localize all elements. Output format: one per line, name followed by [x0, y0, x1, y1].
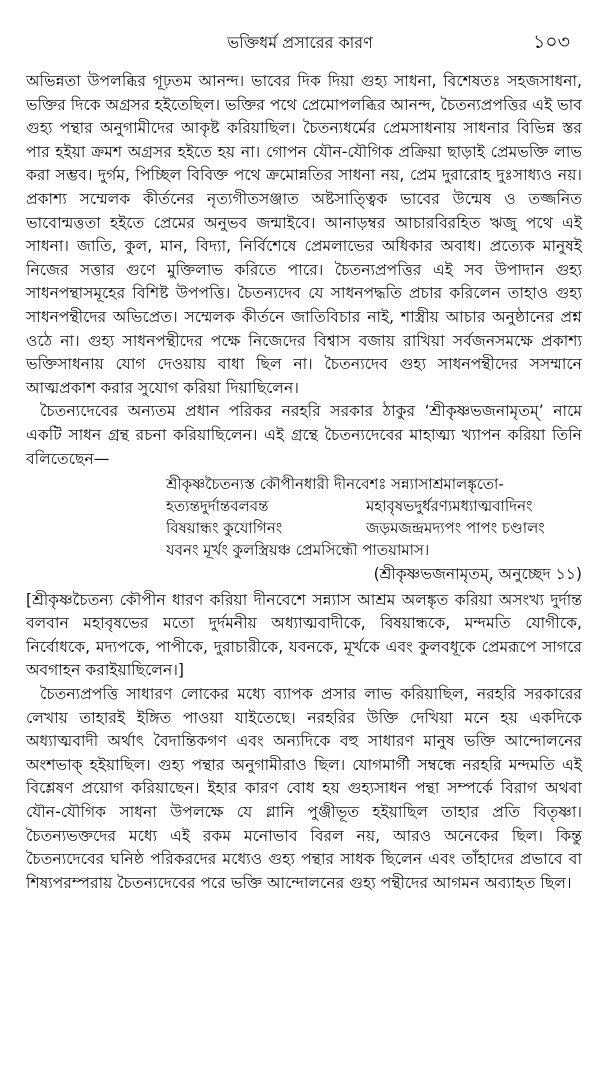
verse-segment: হত্যন্তদুর্দান্তবলবন্ত [166, 497, 269, 516]
page-number: ১০৩ [532, 31, 570, 53]
running-title: ভক্তিধর্ম প্রসারের কারণ [227, 33, 373, 52]
verse-line [166, 495, 582, 517]
verse-citation: (শ্রীকৃষ্ণভজনামৃতম্, অনুচ্ছেদ ১১) [373, 565, 582, 584]
sanskrit-verse [166, 473, 582, 561]
verse-line: যবনং মূর্খং কুলস্ত্রিয়ঞ্চ প্রেমসিন্ধৌ পাতয়ামাস। [166, 541, 430, 560]
translation-paragraph: [শ্রীকৃষ্ণচৈতন্য কৌপীন ধারণ করিয়া দীনবেশে সন্ন্যাস আশ্রম অলঙ্কৃত করিয়া অসংখ্য দুর্দান্ত বলবান মহাবৃষভের মতো দুর্দমনীয় অধ্যাত্মবাদীকে, বিষয়ান্ধকে, মন্দমতি যোগীকে, নির্বোধকে, মদ্যপকে, পাপীকে, দুরাচারীকে, যবনকে, মূর্খকে এবং কুলবধূকে প্রেমরূপে সাগরে অবগাহন করাইয়াছিলেন।] [26, 590, 582, 680]
paragraph: চৈতন্যদেবের অন্যতম প্রধান পরিকর নরহরি সরকার ঠাকুর ‘শ্রীকৃষ্ণভজনামৃতম্’ নামে একটি সাধন গ্রন্থ রচনা করিয়াছিলেন। এই গ্রন্থে চৈতন্যদেবের মাহাত্ম্য খ্যাপন করিয়া তিনি বলিতেছেন— [26, 402, 582, 468]
verse-segment: বিষয়ান্ধং কুযোগিনং [166, 519, 283, 538]
body-text [26, 70, 582, 895]
page-header [0, 26, 600, 56]
paragraph: চৈতন্যপ্রপত্তি সাধারণ লোকের মধ্যে ব্যাপক প্রসার লাভ করিয়াছিল, নরহরি সরকারের লেখায় তাহারই ইঙ্গিত পাওয়া যাইতেছে। নরহরির উক্তি দেখিয়া মনে হয় একদিকে অধ্যাত্মবাদী অর্থাৎ বৈদান্তিকগণ এবং অন্যদিকে বহু সাধারণ মানুষ ভক্তি আন্দোলনের অংশভাক্ হইয়াছিল। গুহ্য পন্থার অনুগামীরাও ছিল। যোগমার্গী সম্বন্ধে নরহরি মন্দমতি এই বিশ্লেষণ প্রয়োগ করিয়াছেন। ইহার কারণ বোধ হয় গুহ্যসাধন পন্থা সম্পর্কে বিরাগ অথবা যৌন-যৌগিক সাধনা উপলক্ষে যে গ্লানি পুঞ্জীভূত হইয়াছিল তাহার প্রতি বিতৃষ্ণা। চৈতন্যভক্তদের মধ্যে এই রকম মনোভাব বিরল নয়, আরও অনেকের ছিল। কিন্তু চৈতন্যদেবের ঘনিষ্ঠ পরিকরদের মধ্যেও গুহ্য পন্থার সাধক ছিলেন এবং তাঁহাদের প্রভাবে বা শিষ্যপরম্পরায় চৈতন্যদেবের পরে ভক্তি আন্দোলনের গুহ্য পন্থীদের আগমন অব্যাহত ছিল। [26, 685, 582, 892]
verse-segment: জড়মজন্দ্রমদ্যপং পাপং চণ্ডালং [366, 519, 545, 538]
verse-segment: মহাবৃষভদুর্ধরণ্যমধ্যাত্মবাদিনং [366, 497, 533, 516]
paragraph: অভিন্নতা উপলব্ধির গূঢ়তম আনন্দ। ভাবের দিক দিয়া গুহ্য সাধনা, বিশেষতঃ সহজসাধনা, ভক্তির দিকে অগ্রসর হইতেছিল। ভক্তির পথে প্রেমোপলব্ধির আনন্দ, চৈতন্যপ্রপত্তির এই ভাব গুহ্য পন্থার অনুগামীদের আকৃষ্ট করিয়াছিল। চৈতন্যধর্মের প্রেমসাধনায় সাধনার বিভিন্ন স্তর পার হইয়া ক্রমশ অগ্রসর হইতে হয় না। গোপন যৌন-যৌগিক প্রক্রিয়া ছাড়াই প্রেমভক্তি লাভ করা সম্ভব। দুর্গম, পিচ্ছিল বিবিক্ত পথে ক্রমোন্নতির সাধনা নয়, প্রেম দুরারোহ দুঃসাধ্যও নয়। প্রকাশ্য সম্মেলক কীর্তনের নৃত্যগীতসঞ্জাত অষ্টসাত্ত্বিক ভাবের উন্মেষ ও তজ্জনিত ভাবোন্মত্ততা হইতে প্রেমের অনুভব জন্মাইবে। আনাড়ম্বর আচারবিরহিত ঋজু পথে এই সাধনা। জাতি, কুল, মান, বিদ্যা, নির্বিশেষে প্রেমলাভের অধিকার অবাধ। প্রত্যেক মানুষই নিজের সত্তার গুণে মুক্তিলাভ করিতে পারে। চৈতন্যপ্রপত্তির এই সব উপাদান গুহ্য সাধনপন্থাসমূহের বিশিষ্ট উপপত্তি। চৈতন্যদেব যে সাধনপদ্ধতি প্রচার করিলেন তাহাও গুহ্য সাধনপন্থীদের অভিপ্রেত। সম্মেলক কীর্তনে জাতিবিচার নাই, শাস্ত্রীয় আচার অনুষ্ঠানের প্রশ্ন ওঠে না। গুহ্য সাধনপন্থীদের পক্ষে নিজেদের বিশ্বাস বজায় রাখিয়া সর্বজনসমক্ষে প্রকাশ্য ভক্তিসাধনায় যোগ দেওয়ায় বাধা ছিল না। চৈতন্যদেব গুহ্য সাধনপন্থীদের সসম্মানে আত্মপ্রকাশ করার সুযোগ করিয়া দিয়াছিলেন। [26, 72, 582, 397]
verse-line [166, 517, 582, 539]
verse-line: শ্রীকৃষ্ণচৈতন্যস্ত কৌপীনধারী দীনবেশঃ সন্ন্যাসাশ্রমালঙ্কৃতো- [166, 475, 504, 494]
